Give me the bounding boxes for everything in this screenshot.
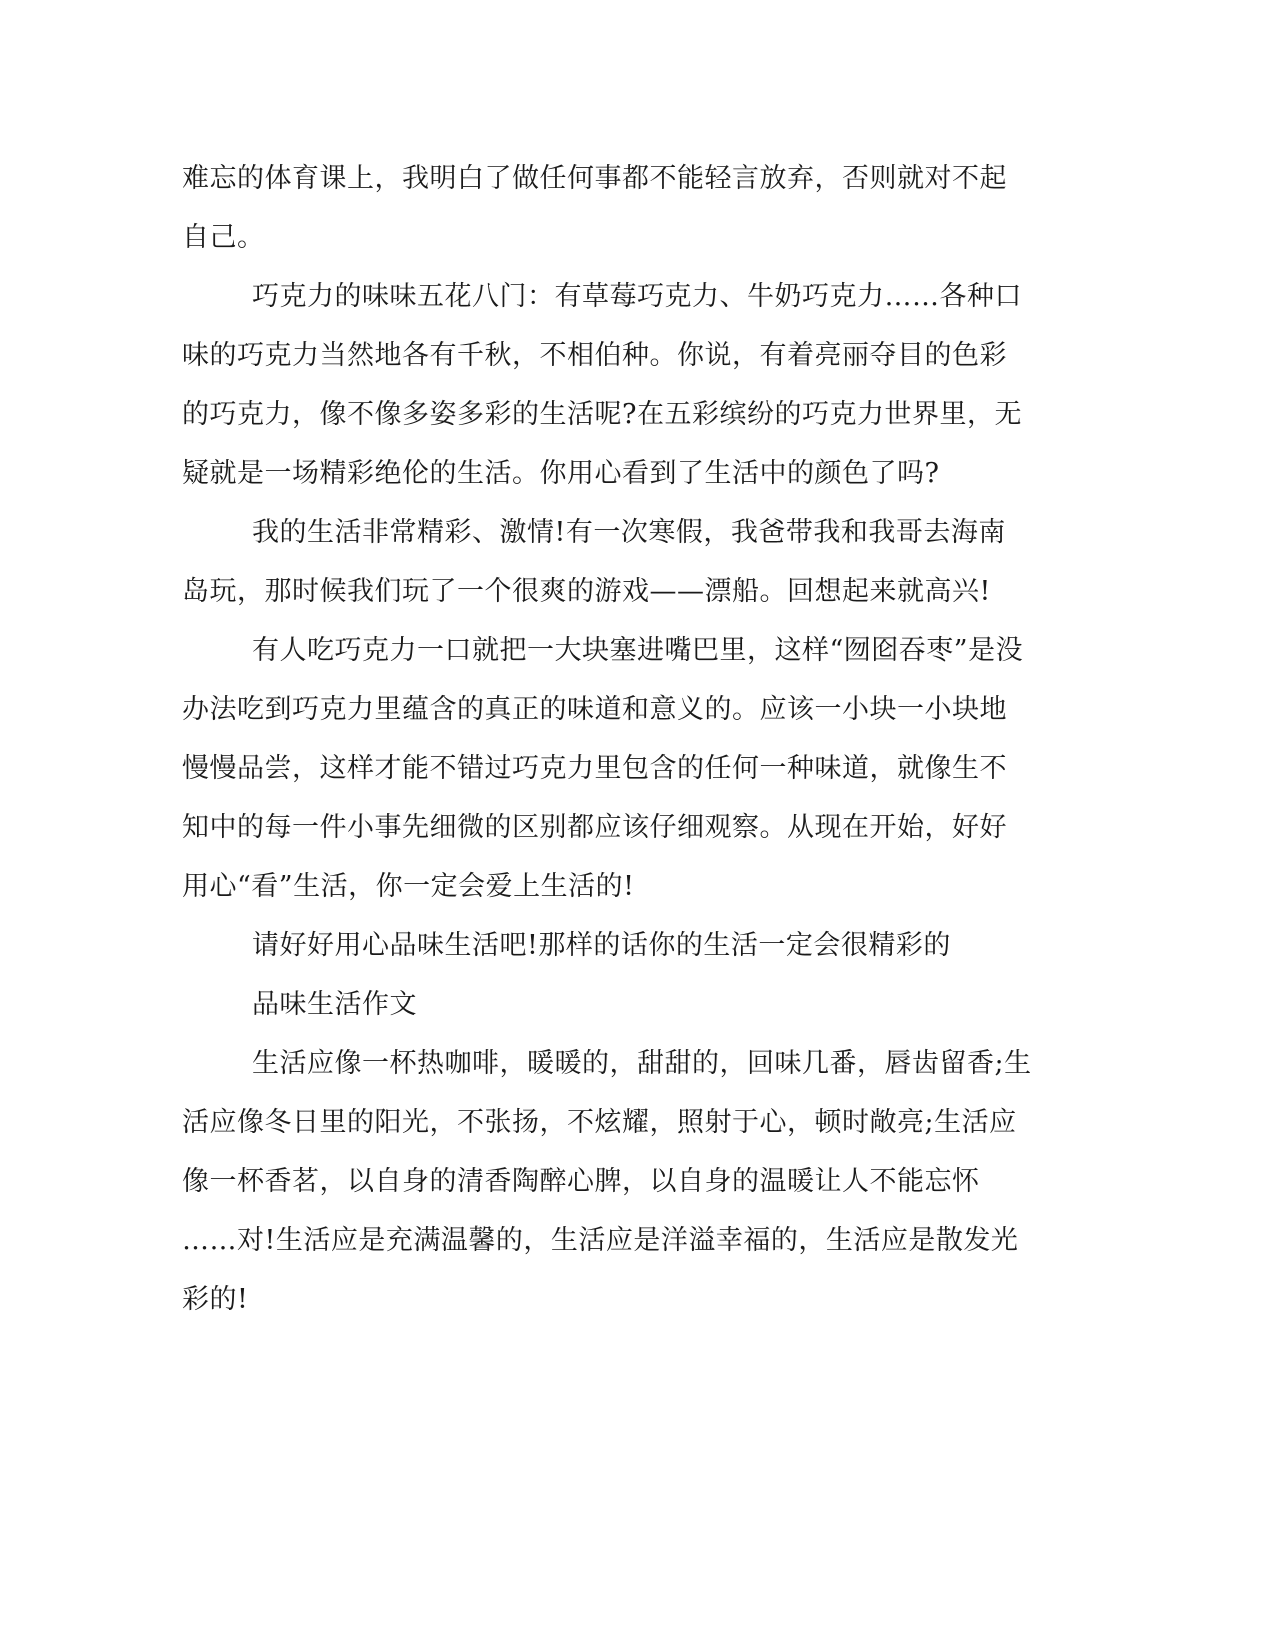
paragraph-first-line: 有人吃巧克力一口就把一大块塞进嘴巴里，这样“囫囵吞枣”是没	[252, 635, 1024, 666]
text-line: 像一杯香茗，以自身的清香陶醉心脾，以自身的温暖让人不能忘怀	[182, 1166, 980, 1197]
paragraph-first-line: 我的生活非常精彩、激情!有一次寒假，我爸带我和我哥去海南	[252, 517, 1006, 548]
text-line: 用心“看”生活，你一定会爱上生活的!	[182, 871, 635, 902]
text-line: 活应像冬日里的阳光，不张扬，不炫耀，照射于心，顿时敞亮;生活应	[182, 1107, 1017, 1138]
text-line: 彩的!	[182, 1284, 249, 1315]
text-line: 自己。	[182, 222, 265, 253]
text-line: 岛玩，那时候我们玩了一个很爽的游戏——漂船。回想起来就高兴!	[182, 576, 991, 607]
text-line: 难忘的体育课上，我明白了做任何事都不能轻言放弃，否则就对不起	[182, 163, 1007, 194]
text-line: 慢慢品尝，这样才能不错过巧克力里包含的任何一种味道，就像生不	[182, 753, 1007, 784]
section-title: 品味生活作文	[252, 989, 417, 1020]
text-line: 味的巧克力当然地各有千秋，不相伯种。你说，有着亮丽夺目的色彩	[182, 340, 1007, 371]
text-line: 的巧克力，像不像多姿多彩的生活呢?在五彩缤纷的巧克力世界里，无	[182, 399, 1022, 430]
text-line: 疑就是一场精彩绝伦的生活。你用心看到了生活中的颜色了吗?	[182, 458, 940, 489]
text-line: 办法吃到巧克力里蕴含的真正的味道和意义的。应该一小块一小块地	[182, 694, 1007, 725]
paragraph-first-line: 生活应像一杯热咖啡，暖暖的，甜甜的，回味几番，唇齿留香;生	[252, 1048, 1032, 1079]
text-line: 知中的每一件小事先细微的区别都应该仔细观察。从现在开始，好好	[182, 812, 1007, 843]
paragraph-first-line: 巧克力的味味五花八门：有草莓巧克力、牛奶巧克力……各种口	[252, 281, 1022, 312]
text-line: ……对!生活应是充满温馨的，生活应是洋溢幸福的，生活应是散发光	[182, 1225, 1019, 1256]
paragraph-first-line: 请好好用心品味生活吧!那样的话你的生活一定会很精彩的	[252, 930, 951, 961]
